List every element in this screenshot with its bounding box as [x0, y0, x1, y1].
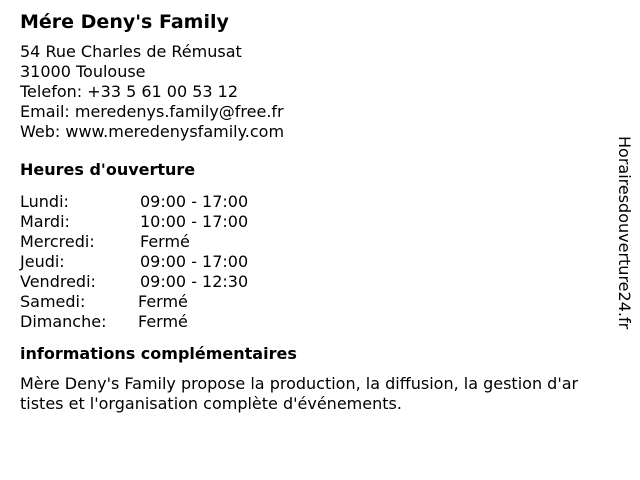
hours-day-label: Dimanche:: [20, 312, 107, 331]
city-postcode: 31000 Toulouse: [20, 62, 146, 81]
address-block: [20, 42, 600, 142]
opening-hours-heading: Heures d'ouverture: [20, 160, 196, 179]
hours-time-value: Fermé: [138, 312, 188, 331]
hours-row-saturday: [20, 292, 600, 312]
hours-day-label: Mardi:: [20, 212, 70, 231]
hours-time-value: 09:00 - 17:00: [140, 192, 249, 211]
hours-row-wednesday: [20, 232, 600, 252]
hours-time-value: 10:00 - 17:00: [140, 212, 249, 231]
hours-time-value: 09:00 - 17:00: [140, 252, 249, 271]
hours-row-sunday: [20, 312, 600, 332]
hours-row-monday: [20, 192, 600, 212]
hours-time-value: 09:00 - 12:30: [140, 272, 249, 291]
hours-row-thursday: [20, 252, 600, 272]
hours-day-label: Jeudi:: [20, 252, 65, 271]
hours-time-value: Fermé: [140, 232, 190, 251]
email-address: Email: meredenys.family@free.fr: [20, 102, 284, 121]
hours-day-label: Mercredi:: [20, 232, 95, 251]
business-name: Mére Deny's Family: [20, 11, 229, 33]
hours-day-label: Samedi:: [20, 292, 86, 311]
hours-row-tuesday: [20, 212, 600, 232]
street-address: 54 Rue Charles de Rémusat: [20, 42, 242, 61]
phone-number: Telefon: +33 5 61 00 53 12: [20, 82, 239, 101]
site-brand-label: Horairesdouverture24.fr: [615, 136, 634, 330]
business-card: [20, 10, 600, 414]
opening-hours-table: [20, 192, 600, 332]
additional-info-heading: informations complémentaires: [20, 344, 297, 363]
hours-day-label: Vendredi:: [20, 272, 96, 291]
website-address: Web: www.meredenysfamily.com: [20, 122, 285, 141]
hours-time-value: Fermé: [138, 292, 188, 311]
additional-info-text: Mère Deny's Family propose la production, la diffusion, la gestion d'artistes et l'organisation complète d'événements.: [20, 374, 579, 413]
hours-day-label: Lundi:: [20, 192, 69, 211]
hours-row-friday: [20, 272, 600, 292]
